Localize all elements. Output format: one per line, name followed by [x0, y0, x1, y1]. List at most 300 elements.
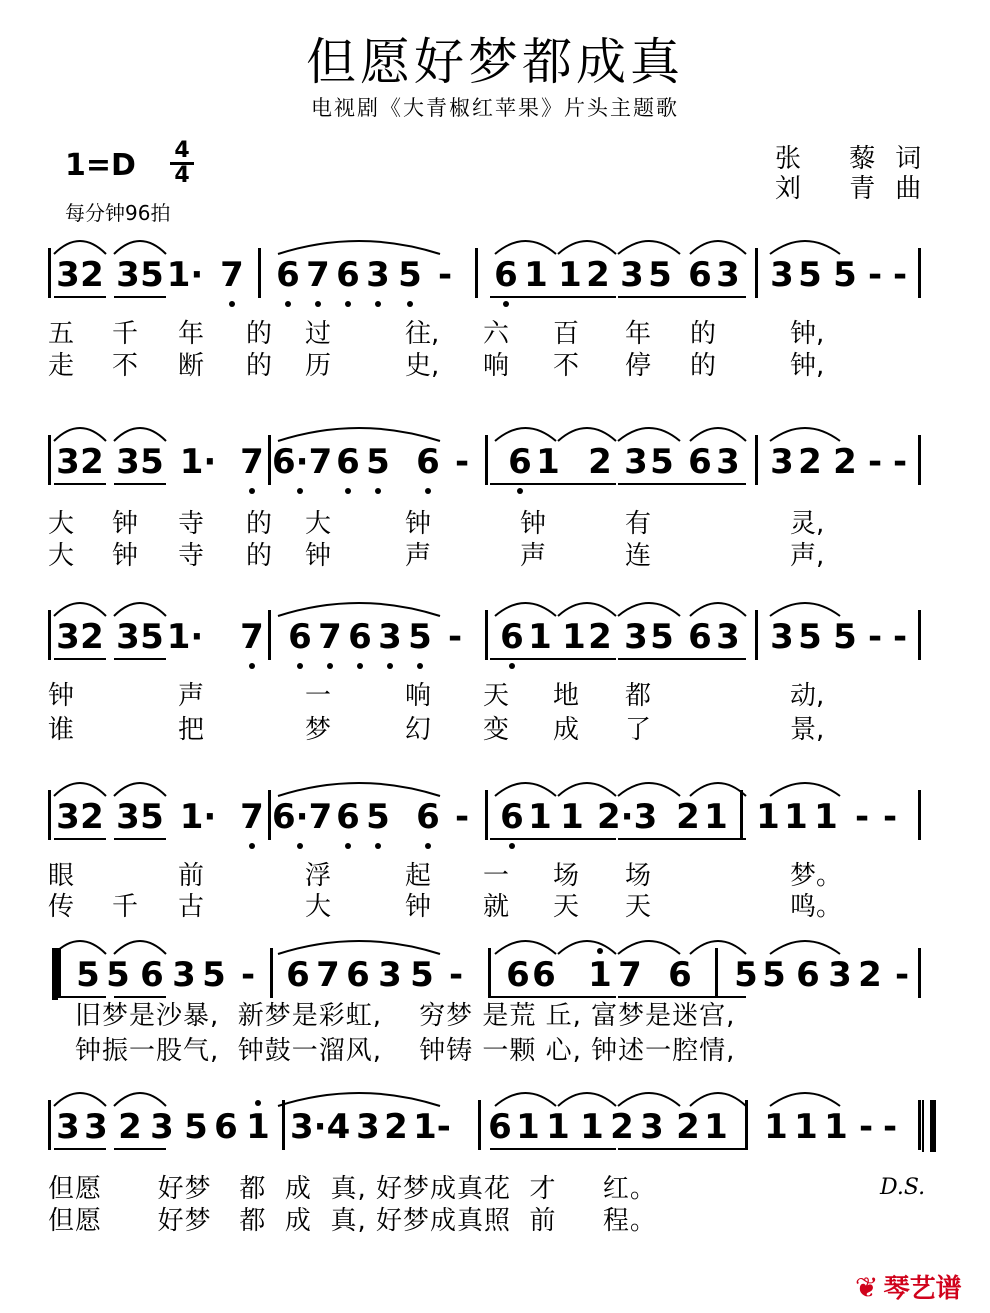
- slur: [558, 1093, 616, 1106]
- lyric-verse1: 前: [178, 861, 205, 891]
- slur: [770, 1093, 840, 1106]
- note: 1·: [179, 442, 217, 482]
- note: 1: [784, 797, 808, 837]
- beam: [618, 658, 746, 660]
- lyric-verse2: 千: [112, 892, 139, 922]
- note: 2: [676, 1107, 700, 1147]
- slur: [54, 603, 106, 616]
- note: 7: [240, 617, 264, 657]
- slur: [278, 428, 440, 441]
- note: 1: [524, 255, 548, 295]
- octave-dot: [387, 663, 393, 669]
- note: 2: [80, 442, 104, 482]
- slur-group: [0, 920, 990, 980]
- lyric-verse1: 响: [405, 681, 432, 711]
- note: 3: [116, 617, 140, 657]
- note: 7: [220, 255, 244, 295]
- lyric-verse2: 了: [625, 715, 652, 745]
- note: 3: [620, 255, 644, 295]
- note: -: [854, 797, 870, 837]
- lyric-verse2: 大: [48, 541, 75, 571]
- octave-dot: [375, 488, 381, 494]
- lyric-verse2: 的: [246, 541, 273, 571]
- note: 2: [80, 617, 104, 657]
- note: 3·4: [290, 1107, 351, 1147]
- note: 2: [588, 617, 612, 657]
- lyric-verse2: 钟: [305, 541, 332, 571]
- note: 3: [150, 1107, 174, 1147]
- octave-dot: [509, 663, 515, 669]
- lyric-verse2: 寺: [178, 541, 205, 571]
- slur: [618, 428, 680, 441]
- beam: [490, 658, 616, 660]
- note: 1: [246, 1107, 270, 1147]
- slur: [558, 941, 616, 954]
- octave-dot: [517, 488, 523, 494]
- slur: [54, 941, 106, 954]
- slur: [558, 783, 616, 796]
- lyric-verse2: 但愿 好梦 都 成 真, 好梦成真照 前 程。: [48, 1206, 657, 1236]
- note: 6: [276, 255, 300, 295]
- note: 3: [770, 617, 794, 657]
- beam: [54, 296, 106, 298]
- lyric-verse1: 的: [690, 319, 717, 349]
- lyric-verse1: 大: [48, 509, 75, 539]
- note: 6: [796, 955, 820, 995]
- note: 5: [408, 617, 432, 657]
- octave-dot: [315, 301, 321, 307]
- note: 6: [506, 955, 530, 995]
- note: -: [894, 955, 910, 995]
- note: 3: [770, 442, 794, 482]
- note: -: [882, 797, 898, 837]
- slur: [114, 241, 166, 254]
- note: 3: [378, 617, 402, 657]
- note: 5: [140, 617, 164, 657]
- lyric-verse1: 天: [483, 681, 510, 711]
- note: 5: [650, 442, 674, 482]
- lyric-verse2: 历: [305, 351, 332, 381]
- lyric-verse2: 连: [625, 541, 652, 571]
- note: 5: [184, 1107, 208, 1147]
- slur: [278, 603, 440, 616]
- note: 6: [500, 797, 524, 837]
- note: 2: [384, 1107, 408, 1147]
- slur: [114, 941, 166, 954]
- note: 1·: [179, 797, 217, 837]
- lyric-verse1: 五: [48, 319, 75, 349]
- note: -: [892, 442, 908, 482]
- note: 7: [240, 797, 264, 837]
- note: 5: [140, 442, 164, 482]
- slur: [690, 941, 746, 954]
- slur-group: [0, 762, 990, 822]
- note: 2: [833, 442, 857, 482]
- beam: [54, 838, 106, 840]
- slur: [495, 603, 556, 616]
- time-signature-bottom: 4: [174, 163, 190, 188]
- lyric-verse1: 年: [178, 319, 205, 349]
- note: 1: [704, 1107, 728, 1147]
- octave-dot: [249, 843, 255, 849]
- note: 5: [398, 255, 422, 295]
- note: 6: [214, 1107, 238, 1147]
- lyric-verse1: 大: [305, 509, 332, 539]
- note: -: [892, 255, 908, 295]
- lyric-verse1: 旧梦是沙暴, 新梦是彩虹, 穷梦 是荒 丘, 富梦是迷宫,: [75, 1001, 736, 1031]
- note: 6: [348, 617, 372, 657]
- slur: [770, 428, 840, 441]
- slur: [690, 428, 746, 441]
- note: 3: [716, 617, 740, 657]
- note: 5: [650, 617, 674, 657]
- slur-group: [0, 407, 990, 467]
- beam: [618, 483, 746, 485]
- octave-dot: [297, 663, 303, 669]
- lyric-verse1: 钟,: [790, 319, 825, 349]
- note: 1: [814, 797, 838, 837]
- note: 5: [798, 617, 822, 657]
- note: 5: [648, 255, 672, 295]
- note: 6: [286, 955, 310, 995]
- slur: [495, 428, 556, 441]
- note: 1-: [413, 1107, 451, 1147]
- note: 6: [336, 255, 360, 295]
- note: 7: [618, 955, 642, 995]
- lyric-verse2: 把: [178, 715, 205, 745]
- lyric-verse1: 都: [625, 681, 652, 711]
- lyric-verse1: 眼: [48, 861, 75, 891]
- note: 2: [118, 1107, 142, 1147]
- octave-dot: [417, 663, 423, 669]
- note: 1: [536, 442, 560, 482]
- note: 6: [288, 617, 312, 657]
- slur: [618, 1093, 680, 1106]
- lyric-verse2: 声: [520, 541, 547, 571]
- slur: [770, 941, 840, 954]
- octave-dot: [249, 488, 255, 494]
- note: 5: [202, 955, 226, 995]
- note: 2: [80, 797, 104, 837]
- note: 3: [56, 617, 80, 657]
- note: 5: [833, 617, 857, 657]
- note: 1: [560, 797, 584, 837]
- note: 1: [704, 797, 728, 837]
- note: -: [240, 955, 256, 995]
- note: -: [867, 255, 883, 295]
- lyric-verse1: 起: [405, 861, 432, 891]
- note: 6: [346, 955, 370, 995]
- logo-text: 琴艺谱: [883, 1274, 962, 1304]
- lyric-verse1: 场: [625, 861, 652, 891]
- lyric-verse2: 变: [483, 715, 510, 745]
- note: -: [447, 617, 463, 657]
- slur: [618, 941, 680, 954]
- slur: [618, 603, 680, 616]
- octave-dot: [297, 488, 303, 494]
- slur: [558, 603, 616, 616]
- note: 3: [56, 255, 80, 295]
- slur: [495, 783, 556, 796]
- lyric-verse2: 不: [112, 351, 139, 381]
- logo-icon: ❦: [855, 1271, 879, 1304]
- composer-credit: 刘 青曲: [775, 174, 942, 204]
- site-logo: [855, 1268, 962, 1305]
- lyric-verse2: 天: [553, 892, 580, 922]
- lyric-verse2: 钟: [112, 541, 139, 571]
- beam: [490, 296, 616, 298]
- note: 3: [116, 442, 140, 482]
- lyric-verse1: 钟: [112, 509, 139, 539]
- beam: [114, 658, 166, 660]
- note: 3: [56, 1107, 80, 1147]
- slur: [770, 241, 840, 254]
- note: -: [867, 442, 883, 482]
- lyric-verse2: 的: [690, 351, 717, 381]
- slur: [558, 428, 616, 441]
- note: 6: [508, 442, 532, 482]
- beam: [618, 838, 746, 840]
- note: 5: [734, 955, 758, 995]
- note: 5: [106, 955, 130, 995]
- slur: [54, 783, 106, 796]
- beam: [490, 838, 616, 840]
- note: 3: [356, 1107, 380, 1147]
- note: 6: [140, 955, 164, 995]
- note: 2: [588, 442, 612, 482]
- note: 3: [716, 442, 740, 482]
- slur-group: [0, 582, 990, 642]
- note: 6: [688, 442, 712, 482]
- note: 1·: [166, 617, 204, 657]
- lyric-verse1: 的: [246, 509, 273, 539]
- beam: [114, 996, 166, 998]
- octave-dot: [509, 843, 515, 849]
- note: 3: [640, 1107, 664, 1147]
- note: 2·3: [597, 797, 658, 837]
- lyric-verse1: 但愿 好梦 都 成 真, 好梦成真花 才 红。: [48, 1174, 657, 1204]
- lyric-verse2: 停: [625, 351, 652, 381]
- note: 5: [76, 955, 100, 995]
- song-subtitle: 电视剧《大青椒红苹果》片头主题歌: [311, 96, 679, 120]
- song-title: 但愿好梦都成真: [306, 33, 684, 91]
- slur: [558, 241, 616, 254]
- slur: [278, 941, 440, 954]
- tempo-marking: 每分钟96拍: [65, 201, 171, 225]
- slur: [690, 1093, 746, 1106]
- slur: [770, 783, 840, 796]
- octave-dot: [285, 301, 291, 307]
- note: 5: [833, 255, 857, 295]
- note: 1: [528, 617, 552, 657]
- slur: [618, 241, 680, 254]
- lyric-verse2: 谁: [48, 715, 75, 745]
- slur: [618, 783, 680, 796]
- note: 2: [586, 255, 610, 295]
- note: 7: [316, 955, 340, 995]
- octave-dot: [249, 663, 255, 669]
- lyric-verse1: 灵,: [790, 509, 825, 539]
- slur: [690, 783, 746, 796]
- lyric-verse1: 往,: [405, 319, 440, 349]
- lyric-verse2: 声: [405, 541, 432, 571]
- lyric-verse1: 钟: [48, 681, 75, 711]
- octave-dot: [407, 301, 413, 307]
- final-barline: [930, 1100, 936, 1152]
- slur: [114, 1093, 166, 1106]
- note: -: [448, 955, 464, 995]
- note: 6: [488, 1107, 512, 1147]
- lyric-verse1: 过: [305, 319, 332, 349]
- slur: [278, 241, 440, 254]
- octave-dot: [345, 488, 351, 494]
- note: 1: [580, 1107, 604, 1147]
- note: 5: [798, 255, 822, 295]
- slur: [278, 783, 440, 796]
- beam: [54, 658, 106, 660]
- note: 6: [688, 255, 712, 295]
- note: 1: [558, 255, 582, 295]
- octave-dot: [345, 301, 351, 307]
- final-barline-thin: [922, 1100, 924, 1152]
- note: 6: [532, 955, 556, 995]
- note: 5: [366, 797, 390, 837]
- slur: [54, 428, 106, 441]
- note: 5: [410, 955, 434, 995]
- lyricist-credit: 张 藜词: [775, 144, 942, 174]
- note: 1·: [166, 255, 204, 295]
- note: 1: [588, 955, 612, 995]
- beam: [490, 996, 616, 998]
- beam: [54, 996, 106, 998]
- note: 5: [366, 442, 390, 482]
- note: 2: [610, 1107, 634, 1147]
- note: 7: [318, 617, 342, 657]
- slur: [54, 241, 106, 254]
- octave-dot: [425, 488, 431, 494]
- lyric-verse2: 响: [483, 351, 510, 381]
- note: 7: [306, 255, 330, 295]
- note: 3: [172, 955, 196, 995]
- note: 1: [562, 617, 586, 657]
- octave-dot: [503, 301, 509, 307]
- note: 6: [668, 955, 692, 995]
- octave-dot: [297, 843, 303, 849]
- note: 5: [140, 255, 164, 295]
- note: 3: [828, 955, 852, 995]
- note: 6: [416, 797, 440, 837]
- lyric-verse1: 地: [553, 681, 580, 711]
- note: -: [454, 797, 470, 837]
- lyric-verse1: 一: [483, 861, 510, 891]
- lyric-verse1: 百: [553, 319, 580, 349]
- lyric-verse1: 千: [112, 319, 139, 349]
- lyric-verse2: 不: [553, 351, 580, 381]
- lyric-verse2: 走: [48, 351, 75, 381]
- beam: [490, 483, 616, 485]
- note: 3: [624, 617, 648, 657]
- beam: [54, 1148, 106, 1150]
- note: 2: [798, 442, 822, 482]
- lyric-verse2: 古: [178, 892, 205, 922]
- note: 1: [528, 797, 552, 837]
- slur-group: [0, 1072, 990, 1132]
- lyric-verse2: 梦: [305, 715, 332, 745]
- slur: [278, 1093, 440, 1106]
- slur-group: [0, 220, 990, 280]
- lyric-verse2: 传: [48, 892, 75, 922]
- beam: [114, 483, 166, 485]
- slur: [770, 603, 840, 616]
- note: 2: [676, 797, 700, 837]
- slur: [690, 603, 746, 616]
- octave-dot: [425, 843, 431, 849]
- lyric-verse2: 史,: [405, 351, 440, 381]
- lyric-verse1: 动,: [790, 681, 825, 711]
- note: 2: [858, 955, 882, 995]
- note: 3: [770, 255, 794, 295]
- note: -: [892, 617, 908, 657]
- beam: [618, 296, 746, 298]
- beam: [54, 483, 106, 485]
- note: -: [867, 617, 883, 657]
- lyric-verse2: 幻: [405, 715, 432, 745]
- note: 6: [416, 442, 440, 482]
- note: 3: [56, 797, 80, 837]
- lyric-verse2: 的: [246, 351, 273, 381]
- beam: [114, 838, 166, 840]
- note: 5: [762, 955, 786, 995]
- note: 1: [756, 797, 780, 837]
- note: 3: [716, 255, 740, 295]
- lyric-verse2: 天: [625, 892, 652, 922]
- lyric-verse2: 钟振一股气, 钟鼓一溜风, 钟铸 一颗 心, 钟述一腔情,: [75, 1036, 736, 1066]
- note: 6: [336, 442, 360, 482]
- lyric-verse1: 声: [178, 681, 205, 711]
- note: -: [437, 255, 453, 295]
- beam: [114, 1148, 166, 1150]
- note: 1: [764, 1107, 788, 1147]
- note: 6: [494, 255, 518, 295]
- lyric-verse1: 有: [625, 509, 652, 539]
- lyric-verse1: 浮: [305, 861, 332, 891]
- note: 6: [336, 797, 360, 837]
- note: 6: [688, 617, 712, 657]
- lyric-verse2: 声,: [790, 541, 825, 571]
- note: 1: [546, 1107, 570, 1147]
- lyric-verse2: 成: [553, 715, 580, 745]
- lyric-verse1: 一: [305, 681, 332, 711]
- beam: [618, 996, 746, 998]
- note: 3: [378, 955, 402, 995]
- lyric-verse1: 寺: [178, 509, 205, 539]
- note: 3: [116, 797, 140, 837]
- note: 3: [84, 1107, 108, 1147]
- lyric-verse1: 六: [483, 319, 510, 349]
- octave-dot: [345, 843, 351, 849]
- lyric-verse2: 钟: [405, 892, 432, 922]
- slur: [495, 241, 556, 254]
- note: -: [882, 1107, 898, 1147]
- note: 6·7: [272, 442, 333, 482]
- octave-dot: [375, 301, 381, 307]
- lyric-verse2: 断: [178, 351, 205, 381]
- beam: [618, 1148, 746, 1150]
- note: 3: [116, 255, 140, 295]
- note: 1: [794, 1107, 818, 1147]
- repeat-start-barline: [52, 948, 58, 1000]
- lyric-verse1: 的: [246, 319, 273, 349]
